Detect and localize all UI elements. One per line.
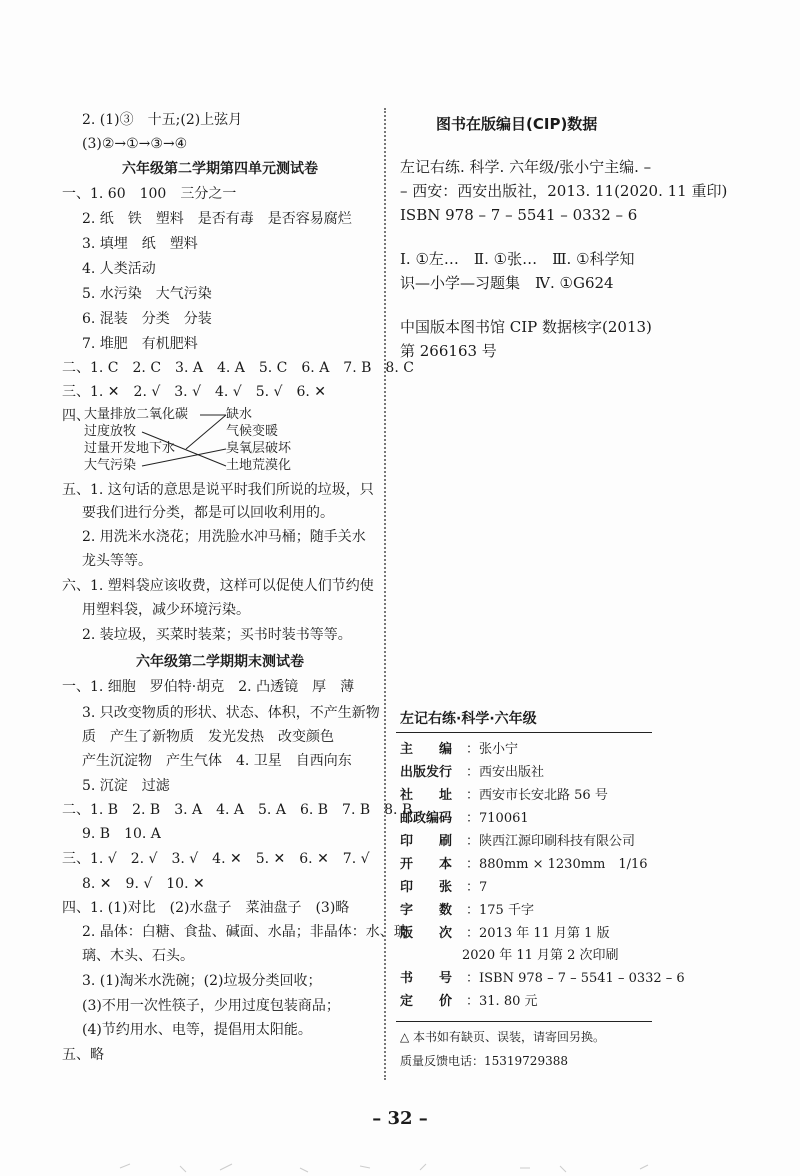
match-left-item: 大气污染	[84, 458, 137, 473]
imprint-value: 31. 80 元	[479, 994, 538, 1009]
answer-line: 3. 只改变物质的形状、状态、体积，不产生新物	[82, 705, 380, 721]
imprint-value: 880mm × 1230mm 1/16	[479, 857, 648, 872]
imprint-value: 西安出版社	[479, 765, 545, 780]
answer-line: 7. 堆肥 有机肥料	[82, 336, 198, 352]
answer-line: 9. B 10. A	[82, 826, 161, 842]
imprint-title: 左记右练·科学·六年级	[400, 711, 537, 727]
match-lines	[0, 0, 384, 480]
answer-line: 一、1. 细胞 罗伯特·胡克 2. 凸透镜 厚 薄	[62, 679, 355, 695]
imprint-value: 710061	[479, 811, 529, 826]
cip-line: 识—小学—习题集 Ⅳ. ①G624	[400, 274, 614, 292]
imprint-key: 定 价	[400, 994, 453, 1009]
match-left-item: 过度放牧	[84, 424, 137, 439]
match-right-item: 缺水	[226, 407, 253, 422]
section-title-final: 六年级第二学期期末测试卷	[136, 654, 304, 670]
answer-line: 5. 水污染 大气污染	[82, 286, 212, 302]
bleed-through-marks	[0, 1160, 800, 1176]
imprint-row: 字 数 ：175 千字	[400, 901, 534, 921]
answer-line: 四、1. (1)对比 (2)水盘子 菜油盘子 (3)略	[62, 900, 350, 916]
answer-line: 龙头等等。	[82, 553, 152, 569]
cip-line: 中国版本图书馆 CIP 数据核字(2013)	[400, 318, 652, 336]
cip-line: 左记右练. 科学. 六年级/张小宁主编. –	[400, 158, 652, 176]
imprint-row-continued	[462, 946, 619, 966]
defect-notice: △ 本书如有缺页、误装，请寄回另换。	[400, 1030, 606, 1044]
imprint-key: 印 张	[400, 880, 453, 895]
imprint-row: 出版发行 ：西安出版社	[400, 763, 544, 783]
answer-line: 五、略	[62, 1047, 104, 1063]
imprint-row: 版 次 ：2013 年 11 月第 1 版	[400, 924, 610, 944]
answer-line: 五、1. 这句话的意思是说平时我们所说的垃圾，只	[62, 482, 374, 498]
imprint-value: 张小宁	[479, 742, 519, 757]
answer-line: 三、1. ✕ 2. √ 3. √ 4. √ 5. √ 6. ✕	[62, 384, 326, 400]
match-right-item: 臭氧层破坏	[226, 441, 292, 456]
cip-line: ISBN 978 – 7 – 5541 – 0332 – 6	[400, 206, 638, 224]
answer-line: 三、1. √ 2. √ 3. √ 4. ✕ 5. ✕ 6. ✕ 7. √	[62, 851, 370, 867]
imprint-row: 开 本 ：880mm × 1230mm 1/16	[400, 855, 648, 875]
answer-line: 产生沉淀物 产生气体 4. 卫星 自西向东	[82, 753, 352, 769]
answer-line: 二、1. B 2. B 3. A 4. A 5. A 6. B 7. B 8. B	[62, 802, 413, 818]
imprint-row: 书 号 ：ISBN 978 – 7 – 5541 – 0332 – 6	[400, 969, 685, 989]
imprint-bottom-rule	[396, 1021, 652, 1022]
answer-line: 用塑料袋，减少环境污染。	[82, 602, 250, 618]
imprint-value: 7	[479, 880, 488, 895]
imprint-row: 主 编 ：张小宁	[400, 740, 518, 760]
match-left-item: 过量开发地下水	[84, 441, 176, 456]
answer-line: 3. (1)淘米水洗碗；(2)垃圾分类回收；	[82, 973, 322, 989]
answer-line: 要我们进行分类，都是可以回收利用的。	[82, 505, 334, 521]
imprint-key: 出版发行	[400, 765, 453, 780]
match-line	[186, 415, 226, 449]
column-divider	[384, 108, 386, 1080]
cip-line: 第 266163 号	[400, 342, 497, 360]
imprint-row: 社 址 ：西安市长安北路 56 号	[400, 786, 608, 806]
match-right-item: 气候变暖	[226, 424, 279, 439]
imprint-row: 邮政编码 ：710061	[400, 809, 529, 829]
answer-line: (3)②→①→③→④	[82, 136, 188, 152]
answer-line: 5. 沉淀 过滤	[82, 778, 170, 794]
answer-line: 8. ✕ 9. √ 10. ✕	[82, 876, 205, 892]
answer-line: 2. 纸 铁 塑料 是否有毒 是否容易腐烂	[82, 211, 352, 227]
page-number: – 32 –	[372, 1108, 428, 1129]
imprint-value: 西安市长安北路 56 号	[479, 788, 608, 803]
answer-line: 六、1. 塑料袋应该收费，这样可以促使人们节约使	[62, 578, 374, 594]
answer-line: (3)不用一次性筷子，少用过度包装商品；	[82, 998, 340, 1014]
imprint-value: 2013 年 11 月第 1 版	[479, 926, 610, 941]
imprint-value: 175 千字	[479, 903, 534, 918]
section-title-unit4: 六年级第二学期第四单元测试卷	[122, 161, 318, 177]
answer-line: 2. 用洗米水浇花；用洗脸水冲马桶；随手关水	[82, 529, 366, 545]
imprint-key: 社 址	[400, 788, 453, 803]
answer-line: 3. 填埋 纸 塑料	[82, 236, 198, 252]
match-right-item: 土地荒漠化	[226, 458, 292, 473]
imprint-key: 印 刷	[400, 834, 453, 849]
imprint-row: 印 刷 ：陕西江源印刷科技有限公司	[400, 832, 635, 852]
imprint-row: 印 张 ：7	[400, 878, 487, 898]
answer-line: (4)节约用水、电等，提倡用太阳能。	[82, 1022, 312, 1038]
answer-line: 2. 晶体：白糖、食盐、碱面、水晶；非晶体：水、玻	[82, 924, 408, 940]
feedback-phone: 质量反馈电话：15319729388	[400, 1054, 568, 1068]
imprint-key: 字 数	[400, 903, 453, 918]
imprint-key: 版 次	[400, 926, 453, 941]
match-left-item: 大量排放二氧化碳	[84, 407, 189, 422]
imprint-top-rule	[396, 732, 652, 733]
imprint-value: 2020 年 11 月第 2 次印刷	[462, 948, 619, 963]
imprint-row: 定 价 ：31. 80 元	[400, 992, 538, 1012]
answer-line: 4. 人类活动	[82, 261, 156, 277]
question-prefix: 四、	[62, 408, 90, 424]
answer-line: 2. 装垃圾，买菜时装菜；买书时装书等等。	[82, 627, 352, 643]
match-line	[142, 432, 226, 466]
match-line	[142, 449, 226, 466]
imprint-key: 书 号	[400, 971, 453, 986]
cip-title: 图书在版编目(CIP)数据	[436, 115, 598, 133]
imprint-value: 陕西江源印刷科技有限公司	[479, 834, 636, 849]
answer-line: 质 产生了新物质 发光发热 改变颜色	[82, 729, 334, 745]
imprint-key: 开 本	[400, 857, 453, 872]
imprint-key: 邮政编码	[400, 811, 453, 826]
imprint-value: ISBN 978 – 7 – 5541 – 0332 – 6	[479, 971, 685, 986]
imprint-key: 主 编	[400, 742, 453, 757]
answer-line: 2. (1)③ 十五;(2)上弦月	[82, 112, 243, 128]
answer-line: 璃、木头、石头。	[82, 948, 194, 964]
answer-line: 一、1. 60 100 三分之一	[62, 186, 237, 202]
cip-line: – 西安：西安出版社，2013. 11(2020. 11 重印)	[400, 182, 728, 200]
cip-line: Ⅰ. ①左… Ⅱ. ①张… Ⅲ. ①科学知	[400, 250, 635, 268]
answer-line: 二、1. C 2. C 3. A 4. A 5. C 6. A 7. B 8. C	[62, 360, 414, 376]
answer-line: 6. 混装 分类 分装	[82, 311, 212, 327]
